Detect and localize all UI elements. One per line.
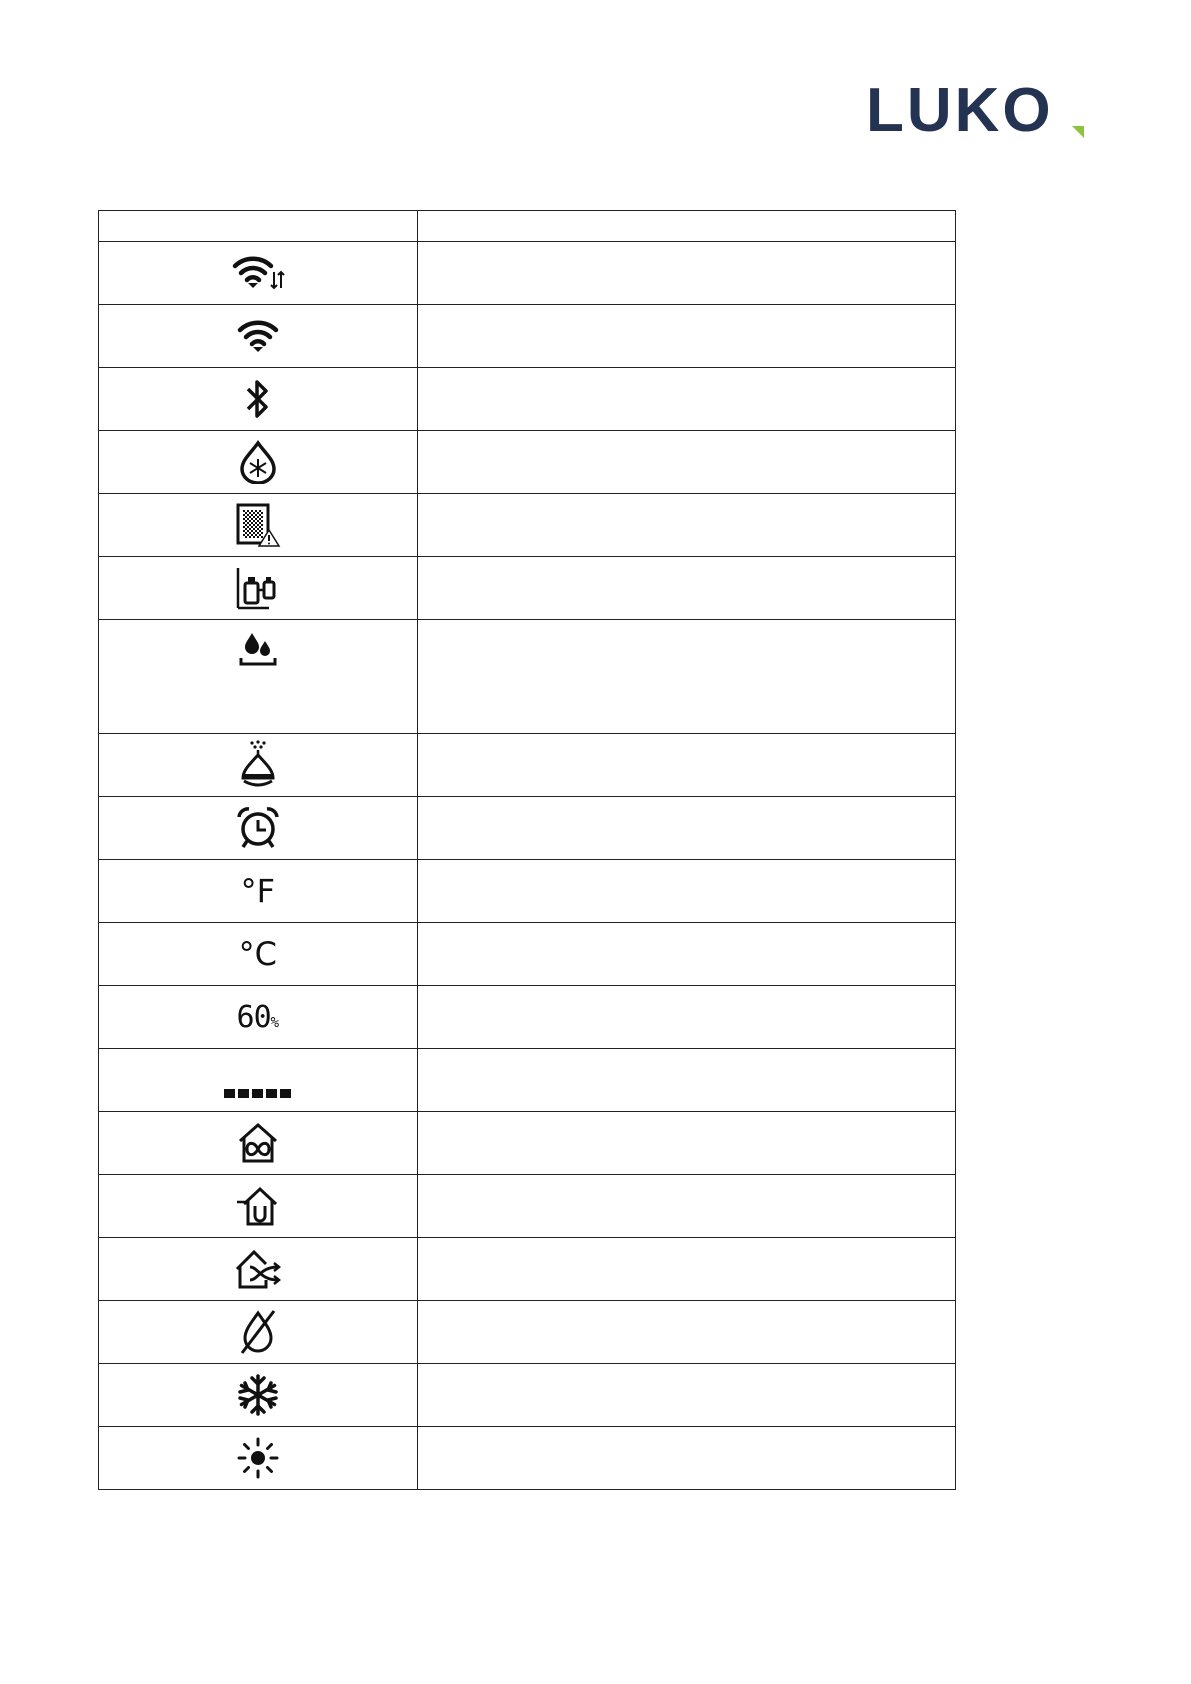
header-cell-icon (99, 211, 418, 242)
table-row (99, 431, 956, 494)
humidity-display-icon (237, 1000, 280, 1035)
description-cell (417, 557, 955, 620)
table-row (99, 557, 956, 620)
description-cell (417, 1427, 955, 1490)
description-cell (417, 242, 955, 305)
description-cell (417, 1364, 955, 1427)
description-cell (417, 620, 955, 734)
humidity-value: 60 (236, 999, 271, 1035)
table-row (99, 1301, 956, 1364)
filter-warning-icon (235, 502, 281, 548)
house-exchange-icon (234, 1247, 282, 1291)
table-row (99, 1175, 956, 1238)
table-header-row (99, 211, 956, 242)
header-cell-description (417, 211, 955, 242)
table-row (99, 923, 956, 986)
table-row (99, 734, 956, 797)
table-row (99, 1364, 956, 1427)
house-recirculation-icon (236, 1121, 280, 1165)
brand-logo (866, 76, 1088, 146)
brand-logo-accent (1072, 126, 1084, 138)
description-cell (417, 431, 955, 494)
level-bars-icon (224, 1089, 291, 1098)
description-cell (417, 494, 955, 557)
description-cell (417, 1301, 955, 1364)
water-tank-drops-icon (237, 630, 279, 670)
defrost-drop-icon (238, 440, 278, 484)
description-cell (417, 797, 955, 860)
table-row (99, 860, 956, 923)
bluetooth-icon (243, 378, 273, 420)
humidifier-icon (238, 740, 278, 790)
description-cell (417, 368, 955, 431)
table-row (99, 1427, 956, 1490)
table-row (99, 368, 956, 431)
table-row (99, 797, 956, 860)
table-row (99, 242, 956, 305)
fahrenheit-icon: °F (240, 872, 276, 910)
no-water-icon (238, 1309, 278, 1355)
table-row (99, 620, 956, 734)
table-row (99, 305, 956, 368)
snowflake-icon (236, 1373, 280, 1417)
description-cell (417, 1049, 955, 1112)
description-cell (417, 1238, 955, 1301)
brand-logo-text: LUKO (866, 76, 1054, 145)
description-cell (417, 860, 955, 923)
description-cell (417, 1175, 955, 1238)
wifi-data-transfer-icon (230, 254, 286, 292)
description-cell (417, 1112, 955, 1175)
description-cell (417, 734, 955, 797)
house-inlet-icon (235, 1184, 281, 1228)
compressor-icon (235, 565, 281, 611)
description-cell (417, 986, 955, 1049)
table-row (99, 1238, 956, 1301)
table-row (99, 494, 956, 557)
humidity-unit: % (270, 1014, 280, 1031)
celsius-icon: °C (238, 935, 277, 973)
wifi-icon (235, 319, 281, 353)
table-row (99, 1112, 956, 1175)
description-cell (417, 923, 955, 986)
table-row (99, 986, 956, 1049)
alarm-clock-icon (236, 806, 280, 850)
description-cell (417, 305, 955, 368)
sun-icon (236, 1436, 280, 1480)
table-row (99, 1049, 956, 1112)
icon-legend-table (98, 210, 956, 1490)
